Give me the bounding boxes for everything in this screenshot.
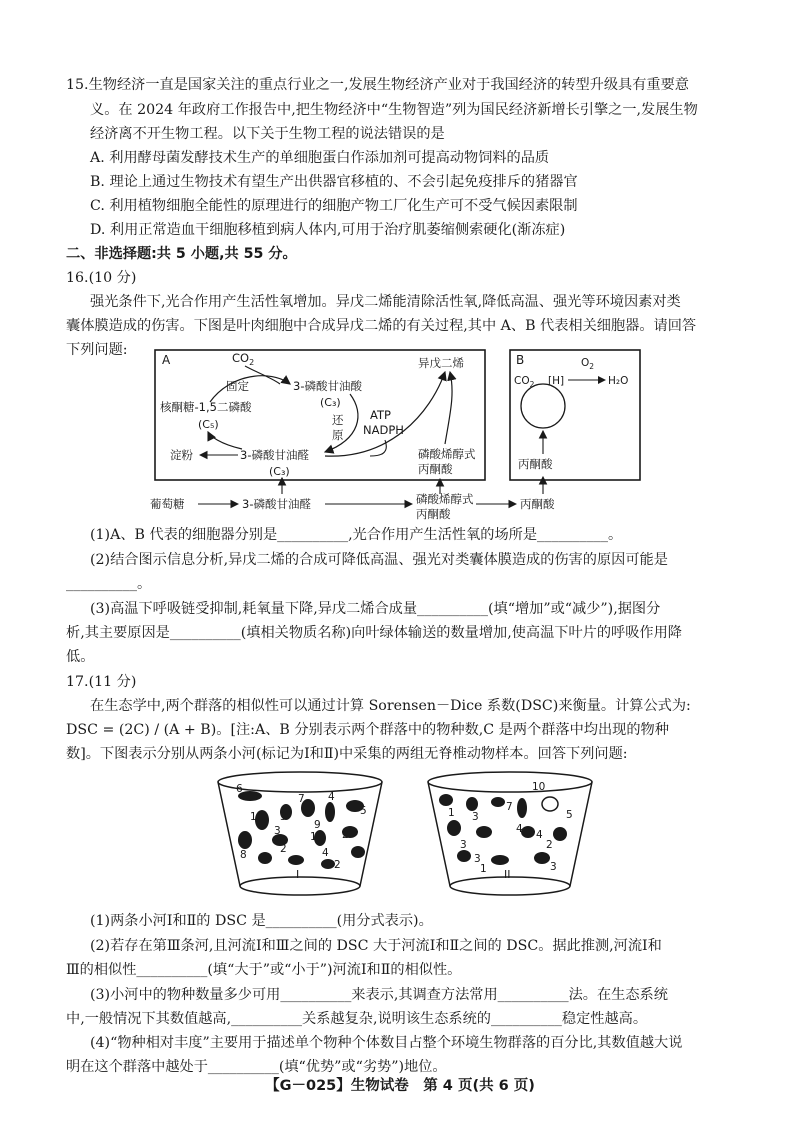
atp-arrow — [370, 440, 386, 456]
pga-label: 3-磷酸甘油酸 — [293, 379, 362, 393]
regeneration-arrow — [208, 432, 242, 449]
q15-line-1: 15.生物经济一直是国家关注的重点行业之一,发展生物经济产业对于我国经济的转型升级具有重要意 — [66, 77, 689, 93]
g3p-label-cytosol: 3-磷酸甘油醛 — [242, 497, 311, 511]
pyruvate-label-cytosol: 丙酮酸 — [520, 497, 555, 511]
label-a: A — [162, 353, 171, 367]
q17-heading: 17.(11 分) — [66, 674, 137, 690]
q15-line-3: 经济离不开生物工程。以下关于生物工程的说法错误的是 — [90, 126, 445, 142]
q17-sub-1: (1)两条小河Ⅰ和Ⅱ的 DSC 是__________(用分式表示)。 — [90, 913, 433, 929]
q15-option-b: B. 理论上通过生物技术有望生产出供器官移植的、不会引起免疫排斥的猪器官 — [90, 174, 578, 190]
bucket-2 — [428, 772, 592, 895]
glucose-label: 葡萄糖 — [150, 497, 185, 511]
species-number: 10 — [532, 781, 546, 793]
fix-label: 固定 — [226, 379, 249, 393]
q17-para-2: DSC = (2C) / (A + B)。[注:A、B 分别表示两个群落中的物种数,C 是两个群落中均出现的物种 — [66, 722, 669, 738]
species-number: 3 — [274, 825, 281, 837]
reduce-label-2: 原 — [332, 428, 344, 442]
q16-sub-3c: 低。 — [66, 649, 95, 665]
species-number: 1 — [310, 831, 317, 843]
q16-sub-3a: (3)高温下呼吸链受抑制,耗氧量下降,异戊二烯合成量__________(填“增加”或“减少”),据图分 — [90, 601, 661, 617]
q17-para-3: 数]。下图表示分别从两条小河(标记为Ⅰ和Ⅱ)中采集的两组无脊椎动物样本。回答下列问题: — [66, 746, 628, 762]
species-number: 7 — [506, 801, 513, 813]
q16-para-3: 下列问题: — [66, 342, 128, 358]
q17-sub-3b: 中,一般情况下其数值越高,__________关系越复杂,说明该生态系统的__________稳定性越高。 — [66, 1011, 648, 1027]
q15-line-2: 义。在 2024 年政府工作报告中,把生物经济中“生物智造”列为国民经济新增长引擎之一,发展生物 — [90, 102, 698, 118]
species-number: 1 — [480, 863, 487, 875]
species-number: 5 — [360, 805, 367, 817]
pep-to-isoprene — [445, 372, 452, 444]
pep-label-cytosol-2: 丙酮酸 — [416, 507, 451, 521]
species-number: 2 — [334, 859, 341, 871]
species-number: 7 — [298, 793, 305, 805]
species-number: 9 — [314, 819, 321, 831]
q17-para-1: 在生态学中,两个群落的相似性可以通过计算 Sorensen－Dice 系数(DSC)来衡量。计算公式为: — [90, 698, 691, 714]
species-number: 4 — [322, 847, 329, 859]
species-number: 5 — [566, 809, 573, 821]
pyruvate-label-b: 丙酮酸 — [518, 457, 553, 471]
q16-sub-3b: 析,其主要原因是__________(填相关物质名称)向叶绿体输送的数量增加,使高温下叶片的呼吸作用降 — [66, 625, 682, 641]
isoprene-label: 异戊二烯 — [418, 356, 464, 370]
species-number: 2 — [280, 843, 287, 855]
species-number: 3 — [280, 811, 287, 823]
nadph-label: NADPH — [363, 423, 404, 437]
pep-label-cytosol-1: 磷酸烯醇式 — [416, 492, 474, 506]
species-number: 3 — [472, 811, 479, 823]
bucket-2-organisms — [439, 794, 567, 865]
co2-label: $CO_2$ — [232, 351, 255, 367]
q16-para-2: 囊体膜造成的伤害。下图是叶肉细胞中合成异戊二烯的有关过程,其中 A、B 代表相关细胞器。请回答 — [66, 318, 697, 334]
species-number: 3 — [474, 853, 481, 865]
q17-sub-3a: (3)小河中的物种数量多少可用__________来表示,其调查方法常用__________法。在生态系统 — [90, 987, 668, 1003]
species-number: 4 — [536, 829, 543, 841]
species-number: 2 — [546, 839, 553, 851]
species-number: 8 — [240, 849, 247, 861]
pep-label-a1: 磷酸烯醇式 — [418, 447, 476, 461]
atp-label: ATP — [370, 408, 391, 422]
h-label: [H] — [548, 375, 565, 387]
species-number: 3 — [460, 839, 467, 851]
species-number: 1 — [250, 811, 257, 823]
isoprene-diagram — [150, 344, 650, 524]
label-b: B — [516, 353, 525, 367]
species-number: 6 — [236, 783, 243, 795]
species-number: 3 — [550, 861, 557, 873]
g3p-label-a: 3-磷酸甘油醛 — [240, 448, 309, 462]
h2o-label: H₂O — [608, 375, 629, 387]
q15-option-a: A. 利用酵母菌发酵技术生产的单细胞蛋白作添加剂可提高动物饲料的品质 — [90, 150, 550, 166]
q15-option-c: C. 利用植物细胞全能性的原理进行的细胞产物工厂化生产可不受气候因素限制 — [90, 198, 578, 214]
fixation-arrow — [210, 376, 290, 402]
c5-label: (C₅) — [198, 418, 219, 431]
reduce-label-1: 还 — [332, 413, 344, 427]
page-footer: 【G－025】生物试卷 第 4 页(共 6 页) — [265, 1078, 535, 1094]
co2-arrow — [245, 366, 280, 384]
bucket-2-label: II — [504, 868, 511, 881]
q16-heading: 16.(10 分) — [66, 270, 137, 286]
rubp-label: 核酮糖-1,5二磷酸 — [160, 400, 252, 414]
tca-cycle-circle — [521, 384, 565, 428]
c3-label-bottom: (C₃) — [269, 465, 290, 478]
pep-label-a2: 丙酮酸 — [418, 462, 453, 476]
q16-sub-2b: __________。 — [66, 576, 152, 592]
species-number: 4 — [516, 823, 523, 835]
q17-sub-4b: 明在这个群落中越处于__________(填“优势”或“劣势”)地位。 — [66, 1059, 447, 1075]
species-number: 2 — [342, 829, 349, 841]
q17-sub-4a: (4)“物种相对丰度”主要用于描述单个物种个体数目占整个环境生物群落的百分比,其数值越大说 — [90, 1035, 683, 1051]
section-2-heading: 二、非选择题:共 5 小题,共 55 分。 — [66, 246, 297, 262]
q16-sub-1: (1)A、B 代表的细胞器分别是__________,光合作用产生活性氧的场所是__________。 — [90, 527, 623, 543]
species-number: 1 — [448, 807, 455, 819]
bucket-1-label: I — [296, 868, 300, 881]
c3-label-top: (C₃) — [320, 396, 341, 409]
q16-sub-2a: (2)结合图示信息分析,异戊二烯的合成可降低高温、强光对类囊体膜造成的伤害的原因可能是 — [90, 552, 668, 568]
q16-para-1: 强光条件下,光合作用产生活性氧增加。异戊二烯能清除活性氧,降低高温、强光等环境因素对类 — [90, 294, 681, 310]
q15-option-d: D. 利用正常造血干细胞移植到病人体内,可用于治疗肌萎缩侧索硬化(渐冻症) — [90, 222, 566, 238]
o2-label: $O_2$ — [581, 357, 595, 371]
co2-label-b: $CO_2$ — [514, 375, 535, 389]
q17-sub-2b: Ⅲ的相似性__________(填“大于”或“小于”)河流Ⅰ和Ⅱ的相似性。 — [66, 962, 462, 978]
bucket-figure — [210, 768, 610, 908]
starch-label: 淀粉 — [170, 448, 193, 462]
species-number: 4 — [328, 791, 335, 803]
q17-sub-2a: (2)若存在第Ⅲ条河,且河流Ⅰ和Ⅲ之间的 DSC 大于河流Ⅰ和Ⅱ之间的 DSC。据此推测,河流Ⅰ和 — [90, 938, 662, 954]
